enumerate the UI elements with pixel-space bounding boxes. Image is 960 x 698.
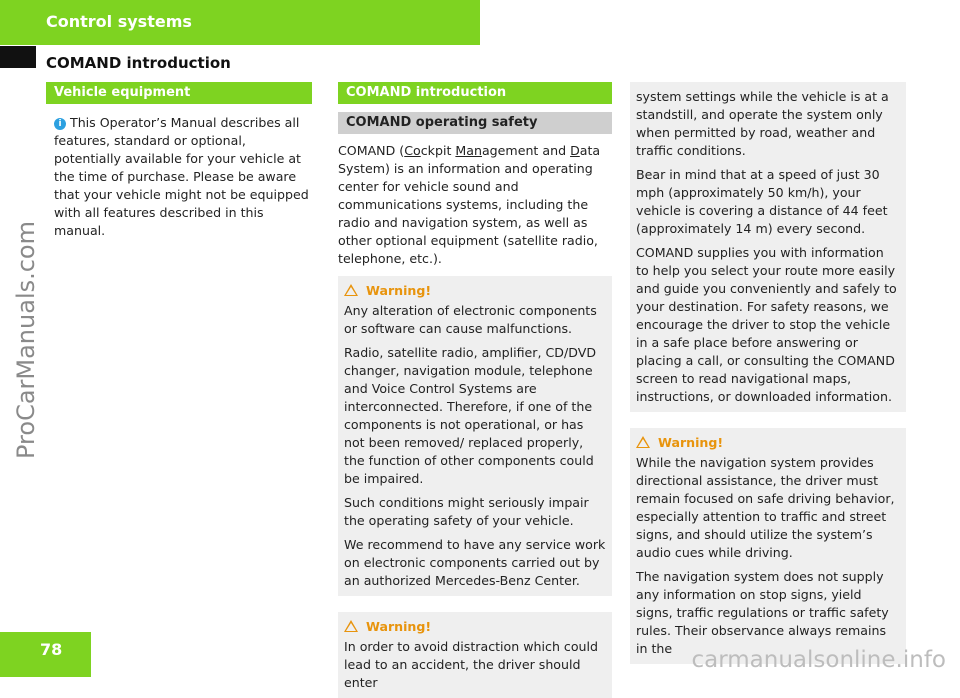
comand-introduction-heading: COMAND introduction [338, 82, 612, 104]
warning-box-continued [630, 82, 906, 412]
column-vehicle-equipment [46, 82, 312, 240]
warning-paragraph: We recommend to have any service work on electronic components carried out by an authorized Mercedes-Benz Center. [344, 537, 606, 588]
warning-paragraph: The navigation system does not supply any information on stop signs, yield signs, traffic regulations or traffic safety rules. Their observance always remains in the [636, 569, 889, 656]
intro-text-part: ata System) is an information and operating center for vehicle sound and communications systems, including the radio and navigation system, as well as other optional equipment (satellite radio, telephone, etc.). [338, 143, 601, 266]
warning-triangle-icon [344, 620, 358, 632]
page-subtitle: COMAND introduction [46, 54, 231, 72]
info-icon: i [54, 118, 66, 130]
intro-text-part: ckpit [420, 143, 456, 158]
warning-heading [344, 282, 606, 300]
operating-safety-heading: COMAND operating safety [338, 112, 612, 134]
vehicle-equipment-heading: Vehicle equipment [46, 82, 312, 104]
warning-paragraph: Such conditions might seriously impair the operating safety of your vehicle. [344, 495, 589, 528]
info-note [46, 114, 312, 240]
warning-box-navigation [630, 428, 906, 664]
warning-paragraph: While the navigation system provides directional assistance, the driver must remain focused on safe driving behavior, especially attention to traffic and street signs, and should utilize the system’s audio cues while driving. [636, 455, 895, 560]
warning-paragraph: In order to avoid distraction which could lead to an accident, the driver should enter [344, 639, 599, 690]
intro-text-part: agement and [481, 143, 571, 158]
warning-triangle-icon [636, 436, 650, 448]
side-watermark: ProCarManuals.com [12, 220, 40, 460]
continued-paragraph: Bear in mind that at a speed of just 30 mph (approximately 50 km/h), your vehicle is covering a distance of 44 feet (approximately 14 m) every second. [636, 167, 888, 236]
intro-underline-d: D [570, 143, 580, 158]
footer-watermark: carmanualsonline.info [691, 647, 946, 673]
warning-title: Warning! [366, 619, 432, 634]
warning-paragraph: Radio, satellite radio, amplifier, CD/DVD changer, navigation module, telephone and Voice Control Systems are interconnected. Therefore, if one of the components is not operational, or has not been removed/ replaced properly, the function of other components could be impaired. [344, 345, 597, 486]
intro-underline-man: Man [455, 143, 482, 158]
warning-heading [344, 618, 606, 636]
warning-title: Warning! [366, 283, 432, 298]
warning-box-distraction [338, 612, 612, 698]
section-tab-marker [0, 46, 36, 68]
info-note-text: This Operator’s Manual describes all features, standard or optional, potentially available for your vehicle at the time of purchase. Please be aware that your vehicle might not be equipped with all features described in this manual. [54, 115, 309, 238]
warning-title: Warning! [658, 435, 724, 450]
warning-heading [636, 434, 900, 452]
intro-underline-co: Co [404, 143, 421, 158]
continued-paragraph: COMAND supplies you with information to help you select your route more easily and guide you conveniently and safely to your destination. For safety reasons, we encourage the driver to stop the vehicle in a safe place before answering or placing a call, or consulting the COMAND screen to read navigational maps, instructions, or downloaded information. [636, 245, 897, 404]
column-comand-introduction [338, 82, 612, 698]
comand-intro-paragraph [338, 142, 612, 268]
section-title: Control systems [46, 12, 192, 31]
continued-paragraph: system settings while the vehicle is at a standstill, and operate the system only when permitted by road, weather and traffic conditions. [636, 89, 889, 158]
intro-text-part: COMAND ( [338, 143, 405, 158]
warning-paragraph: Any alteration of electronic components or software can cause malfunctions. [344, 303, 597, 336]
warning-triangle-icon [344, 284, 358, 296]
page-number: 78 [40, 640, 63, 659]
column-continued [630, 82, 906, 664]
warning-box-electronics [338, 276, 612, 596]
